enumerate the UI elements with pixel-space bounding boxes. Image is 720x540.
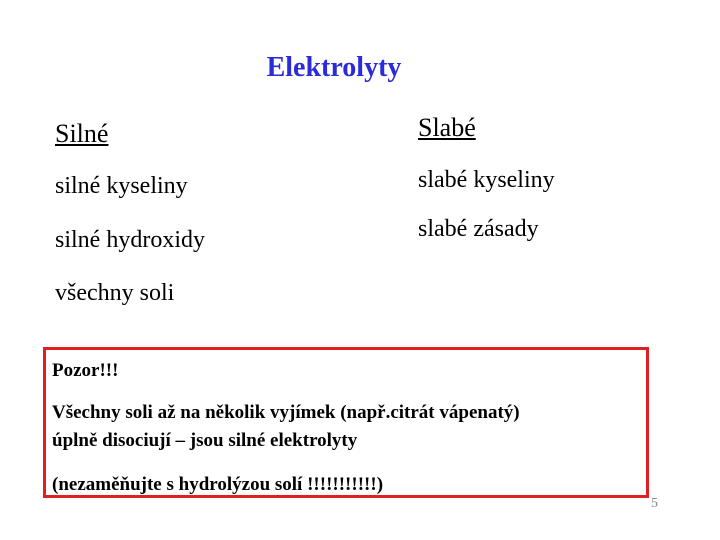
warning-box (43, 347, 649, 498)
weak-item-acids: slabé kyseliny (418, 167, 555, 193)
weak-item-bases: slabé zásady (418, 216, 539, 242)
strong-item-hydroxides: silné hydroxidy (55, 227, 205, 253)
strong-item-acids: silné kyseliny (55, 173, 188, 199)
warning-line-1: Všechny soli až na několik vyjímek (např.citrát vápenatý) (52, 402, 520, 423)
strong-item-salts: všechny soli (55, 280, 175, 306)
strong-heading: Silné (55, 119, 109, 148)
warning-line-3: (nezaměňujte s hydrolýzou solí !!!!!!!!!!!) (52, 474, 384, 495)
slide-title: Elektrolyty (266, 52, 402, 83)
warning-line-2: úplně disociují – jsou silné elektrolyty (52, 430, 358, 451)
weak-heading: Slabé (418, 113, 476, 142)
page-number: 5 (651, 496, 658, 511)
warning-heading: Pozor!!! (52, 360, 119, 381)
